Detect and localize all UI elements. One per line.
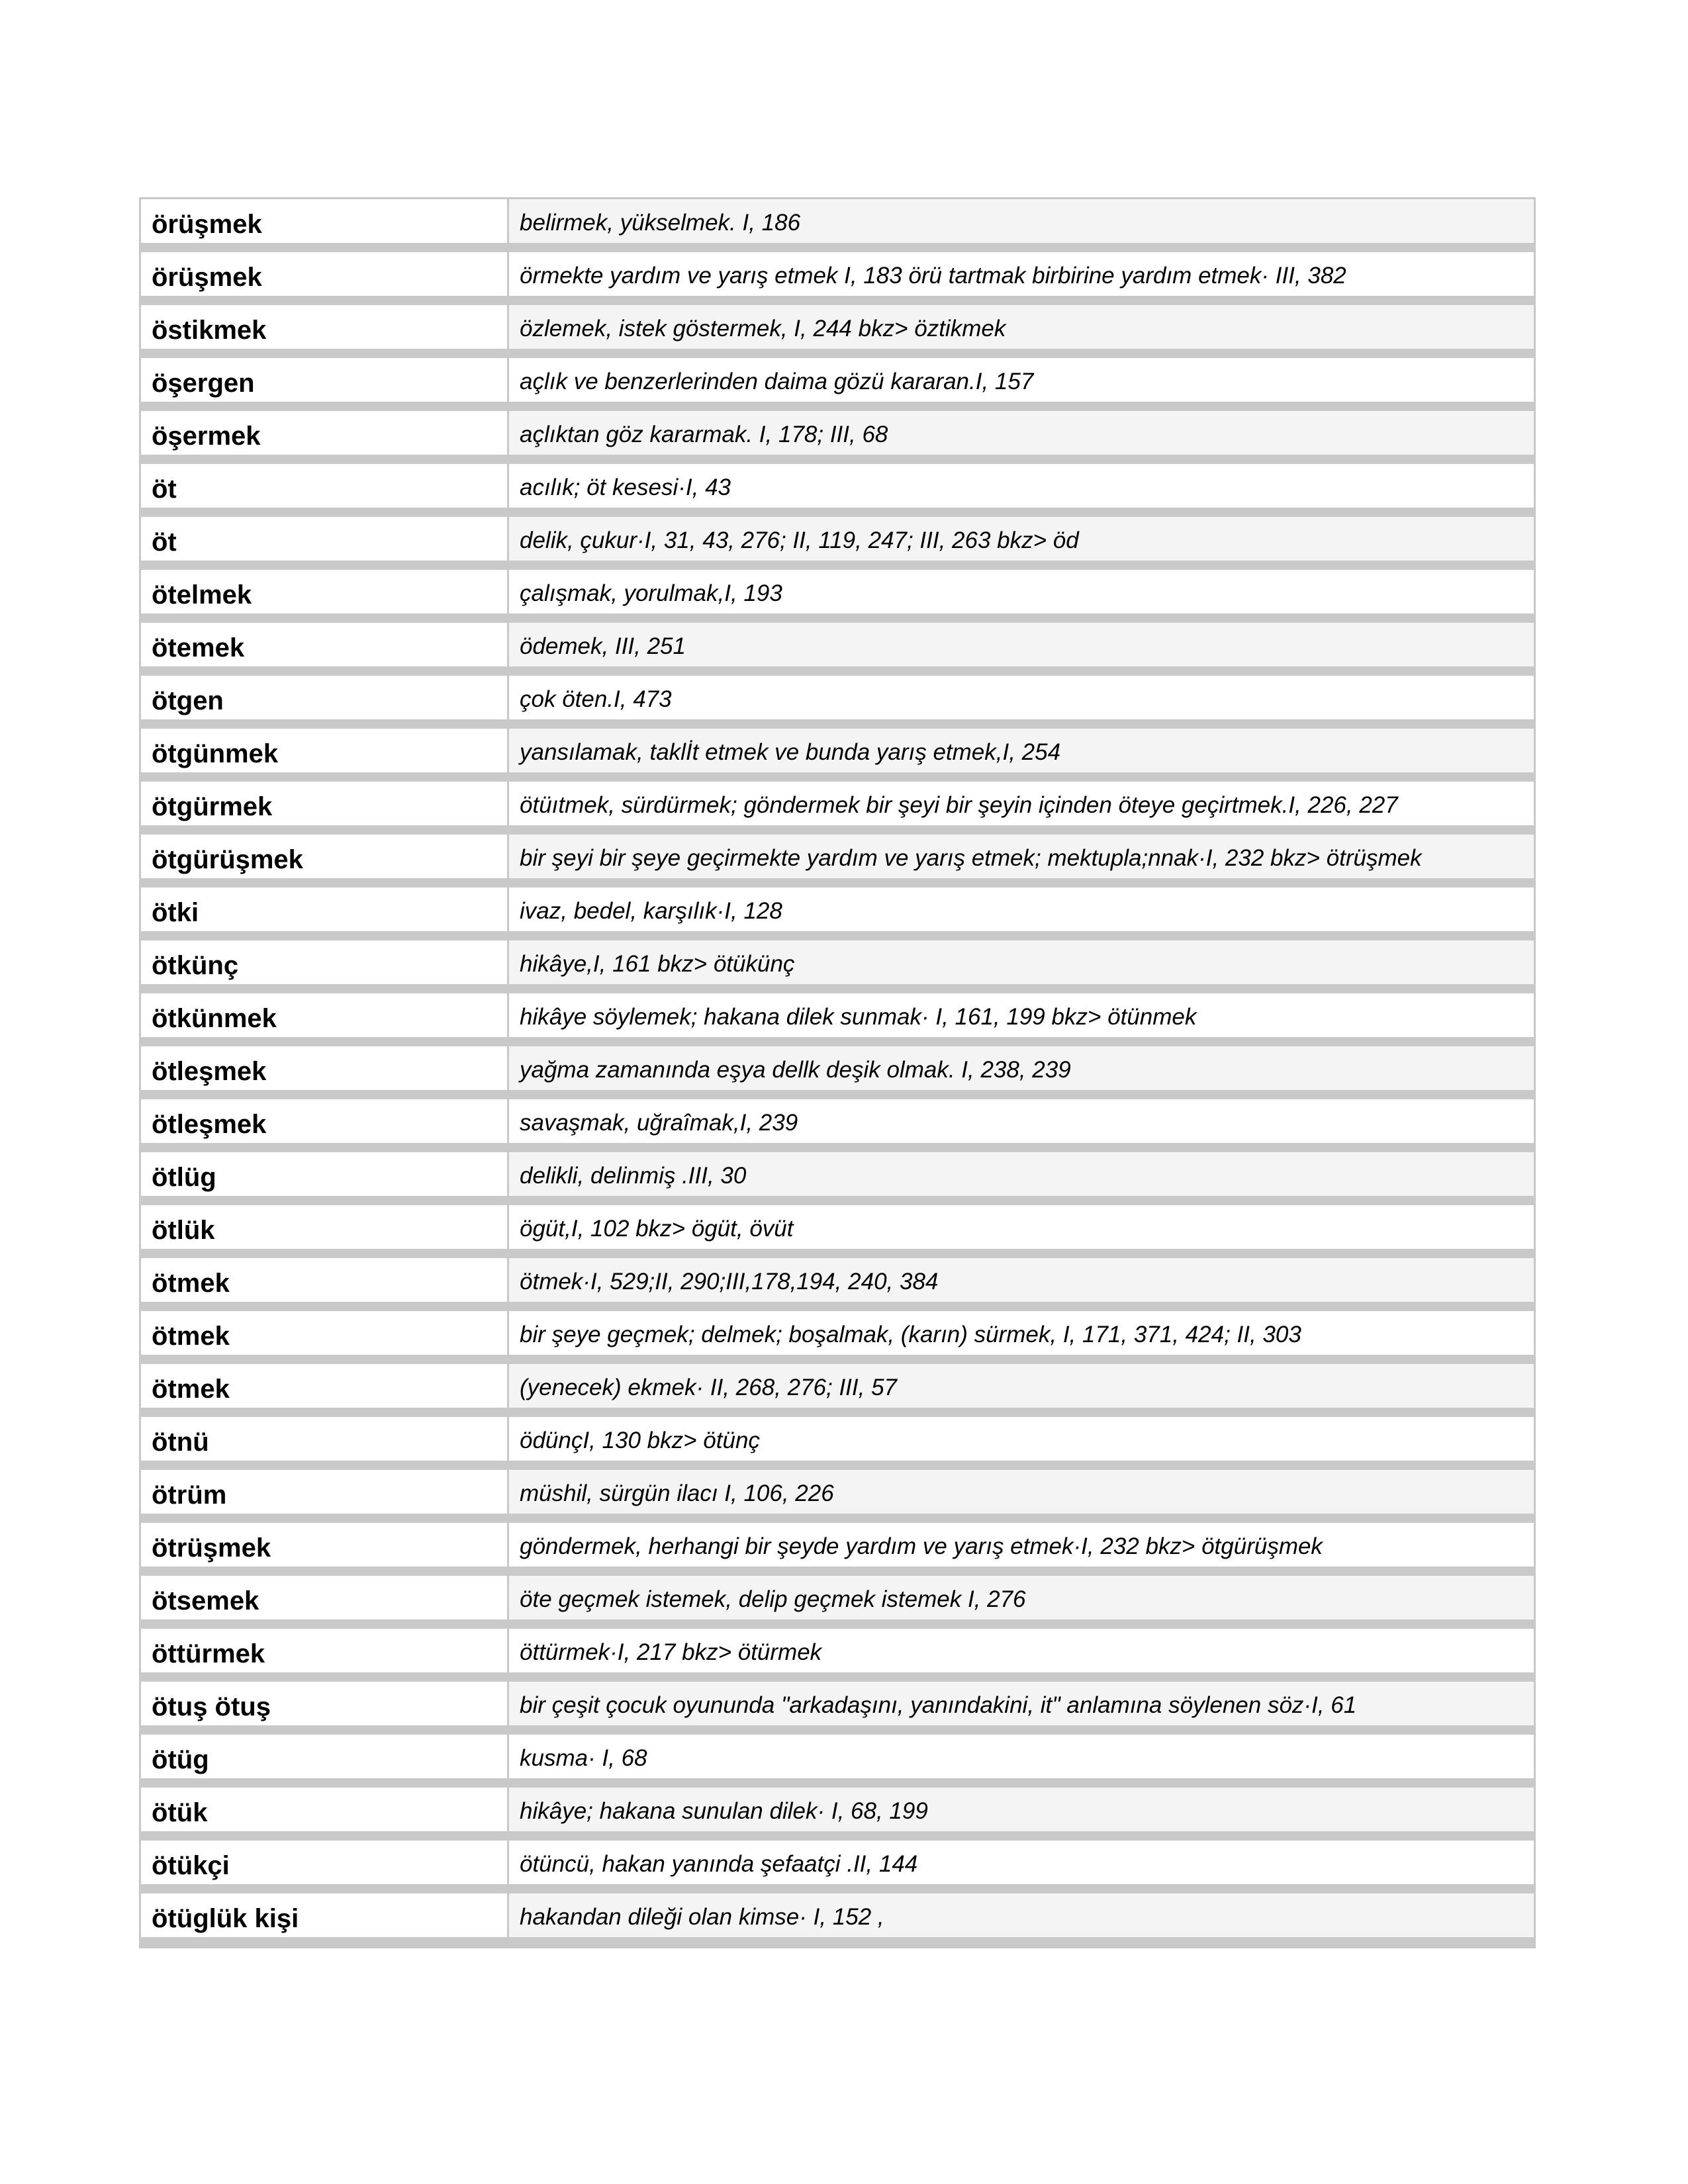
term-cell: ötgen xyxy=(141,676,509,719)
term-cell: ötlüg xyxy=(141,1152,509,1196)
term-cell: ötlük xyxy=(141,1205,509,1249)
definition-cell: ötüıtmek, sürdürmek; göndermek bir şeyi bir şeyin içinden öteye geçirtmek.I, 226, 227 xyxy=(509,782,1534,825)
definition-cell: kusma· I, 68 xyxy=(509,1735,1534,1778)
definition-cell: özlemek, istek göstermek, I, 244 bkz> öztikmek xyxy=(509,305,1534,349)
term-cell: örüşmek xyxy=(141,252,509,296)
table-row xyxy=(141,1152,1534,1205)
definition-cell: ivaz, bedel, karşılık·I, 128 xyxy=(509,887,1534,931)
definition-cell: ötüncü, hakan yanında şefaatçi .II, 144 xyxy=(509,1841,1534,1884)
definition-cell: acılık; öt kesesi·I, 43 xyxy=(509,464,1534,508)
definition-cell: hakandan dileği olan kimse· I, 152 , xyxy=(509,1893,1534,1937)
term-cell: ötmek xyxy=(141,1311,509,1355)
term-cell: öttürmek xyxy=(141,1629,509,1672)
definition-cell: savaşmak, uğraîmak,I, 239 xyxy=(509,1099,1534,1143)
table-row xyxy=(141,358,1534,411)
term-cell: ötelmek xyxy=(141,570,509,614)
definition-cell: örmekte yardım ve yarış etmek I, 183 örü tartmak birbirine yardım etmek· III, 382 xyxy=(509,252,1534,296)
term-cell: örüşmek xyxy=(141,199,509,243)
term-cell: ötemek xyxy=(141,623,509,666)
table-row xyxy=(141,464,1534,517)
table-row xyxy=(141,835,1534,887)
definition-cell: müshil, sürgün ilacı I, 106, 226 xyxy=(509,1470,1534,1514)
definition-cell: hikâye; hakana sunulan dilek· I, 68, 199 xyxy=(509,1788,1534,1831)
table-row xyxy=(141,305,1534,358)
table-row xyxy=(141,993,1534,1046)
definition-cell: hikâye söylemek; hakana dilek sunmak· I, 161, 199 bkz> ötünmek xyxy=(509,993,1534,1037)
table-row xyxy=(141,729,1534,782)
table-row xyxy=(141,782,1534,835)
table-row xyxy=(141,623,1534,676)
term-cell: ötki xyxy=(141,887,509,931)
table-row xyxy=(141,940,1534,993)
table-row xyxy=(141,1470,1534,1523)
definition-cell: hikâye,I, 161 bkz> ötükünç xyxy=(509,940,1534,984)
term-cell: öt xyxy=(141,464,509,508)
definition-cell: çalışmak, yorulmak,I, 193 xyxy=(509,570,1534,614)
table-row xyxy=(141,1099,1534,1152)
term-cell: öt xyxy=(141,517,509,561)
term-cell: ötkünç xyxy=(141,940,509,984)
table-row xyxy=(141,1417,1534,1470)
table-row xyxy=(141,1046,1534,1099)
definition-cell: bir şeye geçmek; delmek; boşalmak, (karın) sürmek, I, 171, 371, 424; II, 303 xyxy=(509,1311,1534,1355)
table-row xyxy=(141,252,1534,305)
table-row xyxy=(141,411,1534,464)
term-cell: ötüglük kişi xyxy=(141,1893,509,1937)
table-row xyxy=(141,1841,1534,1893)
term-cell: ötrüşmek xyxy=(141,1523,509,1567)
definition-cell: ödünçI, 130 bkz> ötünç xyxy=(509,1417,1534,1461)
table-row xyxy=(141,1629,1534,1682)
term-cell: öşermek xyxy=(141,411,509,455)
table-row xyxy=(141,1364,1534,1417)
term-cell: ötrüm xyxy=(141,1470,509,1514)
term-cell: ötgünmek xyxy=(141,729,509,772)
term-cell: ötgürüşmek xyxy=(141,835,509,878)
definition-cell: çok öten.I, 473 xyxy=(509,676,1534,719)
table-row xyxy=(141,676,1534,729)
definition-cell: açlık ve benzerlerinden daima gözü kararan.I, 157 xyxy=(509,358,1534,402)
table-row xyxy=(141,1682,1534,1735)
term-cell: ötsemek xyxy=(141,1576,509,1619)
table-row xyxy=(141,1576,1534,1629)
definition-cell: bir şeyi bir şeye geçirmekte yardım ve yarış etmek; mektupla;nnak·I, 232 bkz> ötrüşmek xyxy=(509,835,1534,878)
definition-cell: delikli, delinmiş .III, 30 xyxy=(509,1152,1534,1196)
table-row xyxy=(141,1258,1534,1311)
glossary-table xyxy=(139,197,1536,1948)
term-cell: ötuş ötuş xyxy=(141,1682,509,1725)
table-row xyxy=(141,517,1534,570)
term-cell: ötmek xyxy=(141,1364,509,1408)
definition-cell: belirmek, yükselmek. I, 186 xyxy=(509,199,1534,243)
definition-cell: delik, çukur·I, 31, 43, 276; II, 119, 247; III, 263 bkz> öd xyxy=(509,517,1534,561)
term-cell: ötleşmek xyxy=(141,1046,509,1090)
term-cell: ötnü xyxy=(141,1417,509,1461)
table-row xyxy=(141,570,1534,623)
term-cell: ötükçi xyxy=(141,1841,509,1884)
table-row xyxy=(141,1788,1534,1841)
definition-cell: yansılamak, taklİt etmek ve bunda yarış etmek,I, 254 xyxy=(509,729,1534,772)
table-row xyxy=(141,1311,1534,1364)
definition-cell: ödemek, III, 251 xyxy=(509,623,1534,666)
definition-cell: ötmek·I, 529;II, 290;III,178,194, 240, 384 xyxy=(509,1258,1534,1302)
term-cell: öşergen xyxy=(141,358,509,402)
definition-cell: ögüt,I, 102 bkz> ögüt, övüt xyxy=(509,1205,1534,1249)
definition-cell: yağma zamanında eşya dellk deşik olmak. I, 238, 239 xyxy=(509,1046,1534,1090)
term-cell: ötüg xyxy=(141,1735,509,1778)
term-cell: ötkünmek xyxy=(141,993,509,1037)
definition-cell: göndermek, herhangi bir şeyde yardım ve yarış etmek·I, 232 bkz> ötgürüşmek xyxy=(509,1523,1534,1567)
definition-cell: (yenecek) ekmek· II, 268, 276; III, 57 xyxy=(509,1364,1534,1408)
definition-cell: bir çeşit çocuk oyununda "arkadaşını, yanındakini, it" anlamına söylenen söz·I, 61 xyxy=(509,1682,1534,1725)
term-cell: ötleşmek xyxy=(141,1099,509,1143)
term-cell: ötgürmek xyxy=(141,782,509,825)
table-row xyxy=(141,1523,1534,1576)
table-row xyxy=(141,199,1534,252)
definition-cell: öte geçmek istemek, delip geçmek istemek I, 276 xyxy=(509,1576,1534,1619)
table-row xyxy=(141,1205,1534,1258)
term-cell: ötmek xyxy=(141,1258,509,1302)
table-row xyxy=(141,1735,1534,1788)
table-row xyxy=(141,1893,1534,1946)
definition-cell: öttürmek·I, 217 bkz> ötürmek xyxy=(509,1629,1534,1672)
term-cell: östikmek xyxy=(141,305,509,349)
term-cell: ötük xyxy=(141,1788,509,1831)
definition-cell: açlıktan göz kararmak. I, 178; III, 68 xyxy=(509,411,1534,455)
table-row xyxy=(141,887,1534,940)
